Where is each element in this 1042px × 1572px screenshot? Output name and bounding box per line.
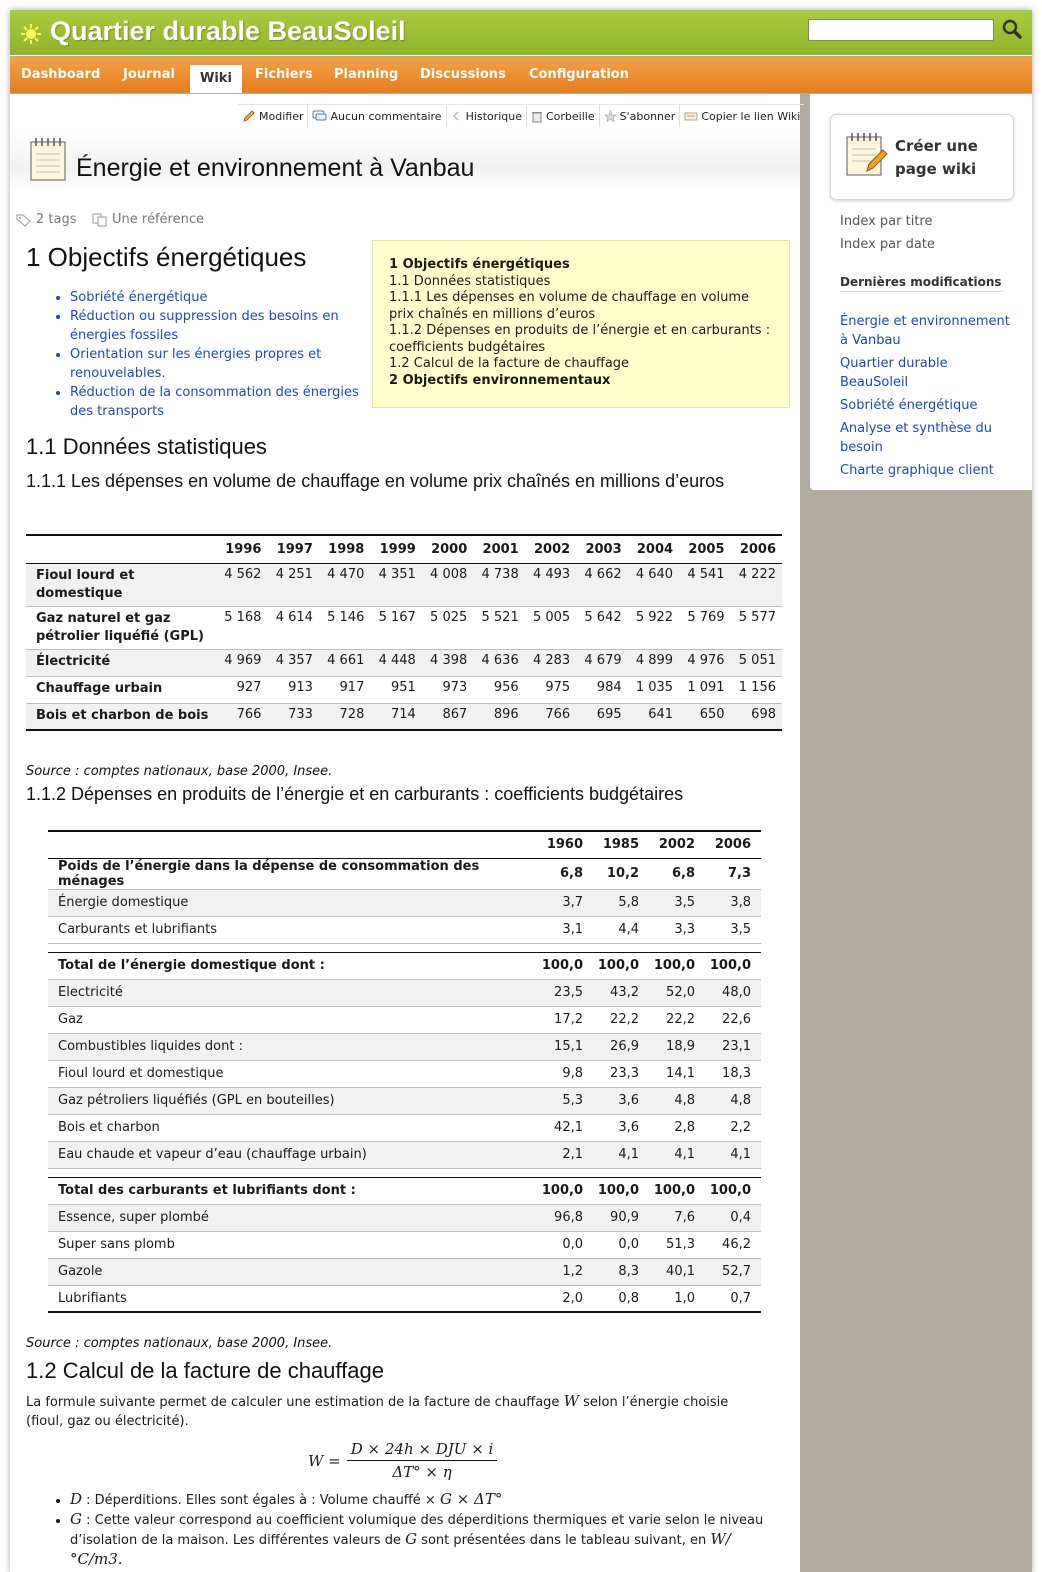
table-row xyxy=(26,606,782,649)
row-label: Electricité xyxy=(48,979,537,1006)
trash-button[interactable] xyxy=(527,105,600,127)
row-label: Électricité xyxy=(26,649,216,676)
table-cell: 3,6 xyxy=(593,1087,649,1114)
table-row xyxy=(48,1177,761,1204)
formula-numerator: D × 24h × DJU × i xyxy=(347,1440,498,1461)
table-cell: 0,7 xyxy=(705,1285,761,1312)
table-cell: 22,2 xyxy=(593,1006,649,1033)
table-cell: 23,1 xyxy=(705,1033,761,1060)
section-heading-1-1-2: 1.1.2 Dépenses en produits de l’énergie et en carburants : coefficients budgétaires xyxy=(26,784,684,804)
recent-change-link[interactable]: Sobriété énergétique xyxy=(840,398,978,413)
table-cell: 3,1 xyxy=(537,916,593,943)
table-cell: 4 251 xyxy=(267,563,318,606)
table-cell: 695 xyxy=(576,703,627,730)
table-row xyxy=(26,703,782,730)
sidebar xyxy=(810,94,1032,490)
table-cell: 4 640 xyxy=(628,563,679,606)
table-cell: 975 xyxy=(525,676,576,703)
row-label: Fioul lourd et domestique xyxy=(48,1060,537,1087)
row-label: Poids de l’énergie dans la dépense de consommation des ménages xyxy=(48,858,537,889)
site-title[interactable]: Quartier durable BeauSoleil xyxy=(50,16,406,46)
row-label: Gaz naturel et gaz pétrolier liquéfié (GPL) xyxy=(26,606,216,649)
new-page-icon xyxy=(845,131,889,179)
table-cell: 641 xyxy=(628,703,679,730)
table-cell: 0,0 xyxy=(593,1231,649,1258)
table-cell: 4 008 xyxy=(422,563,473,606)
references-label: Une référence xyxy=(112,212,204,227)
table-cell: 23,5 xyxy=(537,979,593,1006)
create-wiki-page-button[interactable] xyxy=(830,114,1014,200)
table-header-cell: 1996 xyxy=(216,535,267,563)
table-row xyxy=(48,952,761,979)
table-cell: 4 470 xyxy=(319,563,370,606)
table-cell: 4 738 xyxy=(473,563,524,606)
edit-label: Modifier xyxy=(259,109,304,123)
table-row xyxy=(48,916,761,943)
table-cell: 896 xyxy=(473,703,524,730)
section-heading-1-2: 1.2 Calcul de la facture de chauffage xyxy=(26,1358,384,1383)
table-cell: 1 035 xyxy=(628,676,679,703)
table-cell: 4 357 xyxy=(267,649,318,676)
toc-link[interactable]: 1 Objectifs énergétiques xyxy=(389,257,570,272)
table-header-cell: 2006 xyxy=(705,831,761,858)
table-cell: 4 351 xyxy=(370,563,421,606)
comments-label: Aucun commentaire xyxy=(330,109,442,123)
table-cell: 1,0 xyxy=(649,1285,705,1312)
table-cell: 4 448 xyxy=(370,649,421,676)
table-header-cell xyxy=(26,535,216,563)
nav-planning[interactable]: Planning xyxy=(334,67,399,82)
table-cell: 5 769 xyxy=(679,606,730,649)
search-input[interactable] xyxy=(808,19,994,41)
comment-icon xyxy=(312,110,327,123)
table-cell: 4 899 xyxy=(628,649,679,676)
site-header xyxy=(10,10,1032,56)
row-label: Combustibles liquides dont : xyxy=(48,1033,537,1060)
table-cell: 4 661 xyxy=(319,649,370,676)
table-cell: 714 xyxy=(370,703,421,730)
table-header-cell: 2006 xyxy=(731,535,782,563)
table-cell: 1,2 xyxy=(537,1258,593,1285)
table-cell: 6,8 xyxy=(537,858,593,889)
group-separator xyxy=(48,943,761,952)
table-cell: 1 091 xyxy=(679,676,730,703)
heating-volume-table xyxy=(26,534,782,731)
notepad-icon xyxy=(28,136,70,182)
table-cell: 4 976 xyxy=(679,649,730,676)
formula-intro: La formule suivante permet de calculer une estimation de la facture de chauffage W selon l’énergie choisie (fioul, gaz ou électricité). xyxy=(26,1392,729,1429)
table-header-cell: 1999 xyxy=(370,535,421,563)
table-cell: 650 xyxy=(679,703,730,730)
table-cell: 100,0 xyxy=(705,1177,761,1204)
main-content xyxy=(10,94,800,1572)
definition-item: • D : Déperditions. Elles sont égales à : Volume chauffé × G × ΔT° xyxy=(70,1490,782,1510)
table-row xyxy=(48,1204,761,1231)
row-label: Gaz pétroliers liquéfiés (GPL en bouteilles) xyxy=(48,1087,537,1114)
table-cell: 46,2 xyxy=(705,1231,761,1258)
table-cell: 3,7 xyxy=(537,889,593,916)
section-heading-1-1: 1.1 Données statistiques xyxy=(26,434,267,459)
table-header-cell: 1998 xyxy=(319,535,370,563)
table-cell: 100,0 xyxy=(649,1177,705,1204)
table-cell: 4 614 xyxy=(267,606,318,649)
table-cell: 0,4 xyxy=(705,1204,761,1231)
toc-link[interactable]: 1.1.2 Dépenses en produits de l’énergie et en carburants : coefficients budgétaires xyxy=(389,323,771,355)
table-cell: 100,0 xyxy=(537,1177,593,1204)
recent-change-link[interactable]: Énergie et environnement à Vanbau xyxy=(840,314,1010,348)
recent-change-link[interactable]: Charte graphique client xyxy=(840,463,994,478)
heating-formula xyxy=(308,1440,497,1481)
toc-link[interactable]: 2 Objectifs environnementaux xyxy=(389,372,611,388)
table-cell: 2,0 xyxy=(537,1285,593,1312)
table-cell: 17,2 xyxy=(537,1006,593,1033)
table-cell: 4 222 xyxy=(731,563,782,606)
table-cell: 927 xyxy=(216,676,267,703)
table-row xyxy=(48,889,761,916)
variable-definitions xyxy=(52,1490,782,1570)
trash-icon xyxy=(531,110,543,123)
table-cell: 4,8 xyxy=(649,1087,705,1114)
table-cell: 4 541 xyxy=(679,563,730,606)
table-cell: 52,0 xyxy=(649,979,705,1006)
goals-list xyxy=(52,288,372,421)
page-toolbar xyxy=(238,104,804,126)
table-cell: 917 xyxy=(319,676,370,703)
row-label: Total de l’énergie domestique dont : xyxy=(48,952,537,979)
history-icon xyxy=(451,110,463,122)
table-row xyxy=(26,563,782,606)
table-cell: 48,0 xyxy=(705,979,761,1006)
table-cell: 4 636 xyxy=(473,649,524,676)
row-label: Carburants et lubrifiants xyxy=(48,916,537,943)
table-header-cell xyxy=(48,831,537,858)
comments-button[interactable] xyxy=(308,105,446,127)
table-cell: 5 577 xyxy=(731,606,782,649)
copy-link-label: Copier le lien Wiki xyxy=(701,109,801,123)
table-cell: 973 xyxy=(422,676,473,703)
definition-item: • G : Cette valeur correspond au coefficient volumique des déperditions thermiques et varie selon le niveau d’isolation de la maison. Les différentes valeurs de G sont présentées dans le tableau suivant, en W/°C/m3. xyxy=(70,1510,782,1570)
source-note: Source : comptes nationaux, base 2000, Insee. xyxy=(26,1336,333,1351)
table-cell: 766 xyxy=(525,703,576,730)
table-cell: 4 679 xyxy=(576,649,627,676)
table-cell: 100,0 xyxy=(705,952,761,979)
table-header-cell: 2002 xyxy=(649,831,705,858)
table-cell: 5 922 xyxy=(628,606,679,649)
table-cell: 9,8 xyxy=(537,1060,593,1087)
reference-icon xyxy=(92,213,108,227)
table-cell: 4 969 xyxy=(216,649,267,676)
table-cell: 4 398 xyxy=(422,649,473,676)
table-cell: 5 051 xyxy=(731,649,782,676)
app-window xyxy=(10,10,1032,1572)
section-heading-1-1-1: 1.1.1 Les dépenses en volume de chauffage en volume prix chaînés en millions d’euros xyxy=(26,471,725,491)
table-cell: 5,8 xyxy=(593,889,649,916)
recent-changes-list xyxy=(840,312,1010,484)
table-cell: 26,9 xyxy=(593,1033,649,1060)
star-icon xyxy=(604,110,617,123)
table-cell: 100,0 xyxy=(593,952,649,979)
create-wiki-page-label: Créer une page wiki xyxy=(895,137,978,178)
table-cell: 4,1 xyxy=(649,1141,705,1168)
source-note: Source : comptes nationaux, base 2000, Insee. xyxy=(26,764,333,779)
nav-configuration[interactable]: Configuration xyxy=(529,67,629,82)
table-row xyxy=(26,676,782,703)
recent-change-link[interactable]: Quartier durable BeauSoleil xyxy=(840,356,948,390)
table-cell: 18,9 xyxy=(649,1033,705,1060)
table-cell: 4 493 xyxy=(525,563,576,606)
table-cell: 4 283 xyxy=(525,649,576,676)
formula-denominator: ΔT° × η xyxy=(392,1463,452,1481)
table-cell: 3,5 xyxy=(649,889,705,916)
table-cell: 4 662 xyxy=(576,563,627,606)
table-row xyxy=(48,1033,761,1060)
table-row xyxy=(48,979,761,1006)
table-cell: 2,8 xyxy=(649,1114,705,1141)
table-header-cell: 2002 xyxy=(525,535,576,563)
edit-button[interactable] xyxy=(238,105,308,127)
table-cell: 4,1 xyxy=(593,1141,649,1168)
table-cell: 698 xyxy=(731,703,782,730)
table-cell: 3,8 xyxy=(705,889,761,916)
table-cell: 733 xyxy=(267,703,318,730)
table-cell: 42,1 xyxy=(537,1114,593,1141)
search-button[interactable] xyxy=(1000,18,1024,42)
table-cell: 867 xyxy=(422,703,473,730)
table-cell: 96,8 xyxy=(537,1204,593,1231)
table-cell: 984 xyxy=(576,676,627,703)
table-cell: 5 168 xyxy=(216,606,267,649)
toc-link[interactable]: 1.1.1 Les dépenses en volume de chauffage en volume prix chaînés en millions d’euros xyxy=(389,290,750,322)
table-cell: 5 025 xyxy=(422,606,473,649)
row-label: Bois et charbon de bois xyxy=(26,703,216,730)
table-cell: 3,6 xyxy=(593,1114,649,1141)
goal-link[interactable]: • Orientation sur les énergies propres et renouvelables. xyxy=(70,345,372,383)
table-cell: 22,6 xyxy=(705,1006,761,1033)
table-cell: 951 xyxy=(370,676,421,703)
table-cell: 52,7 xyxy=(705,1258,761,1285)
formula-lhs: W = xyxy=(308,1451,341,1470)
link-icon xyxy=(684,110,698,122)
table-cell: 0,0 xyxy=(537,1231,593,1258)
search-icon xyxy=(1001,18,1023,40)
table-cell: 1 156 xyxy=(731,676,782,703)
references-link[interactable] xyxy=(92,212,204,227)
table-of-contents xyxy=(372,240,790,408)
table-cell: 100,0 xyxy=(537,952,593,979)
table-header-cell: 2004 xyxy=(628,535,679,563)
table-header-cell: 2005 xyxy=(679,535,730,563)
table-cell: 2,2 xyxy=(705,1114,761,1141)
table-cell: 3,3 xyxy=(649,916,705,943)
recent-changes-heading: Dernières modifications xyxy=(840,274,1004,292)
table-cell: 10,2 xyxy=(593,858,649,889)
table-cell: 5 521 xyxy=(473,606,524,649)
table-header-cell: 1985 xyxy=(593,831,649,858)
nav-wiki[interactable]: Wiki xyxy=(190,65,242,93)
table-row xyxy=(48,1060,761,1087)
tag-icon xyxy=(16,213,32,227)
table-cell: 43,2 xyxy=(593,979,649,1006)
goal-link[interactable]: • Sobriété énergétique xyxy=(70,288,372,307)
trash-label: Corbeille xyxy=(545,109,595,123)
table-cell: 40,1 xyxy=(649,1258,705,1285)
table-header-cell: 1997 xyxy=(267,535,318,563)
table-cell: 956 xyxy=(473,676,524,703)
nav-fichiers[interactable]: Fichiers xyxy=(255,67,313,82)
table-cell: 766 xyxy=(216,703,267,730)
nav-journal[interactable]: Journal xyxy=(123,67,175,82)
row-label: Super sans plomb xyxy=(48,1231,537,1258)
row-label: Bois et charbon xyxy=(48,1114,537,1141)
table-cell: 5 005 xyxy=(525,606,576,649)
table-cell: 18,3 xyxy=(705,1060,761,1087)
table-row xyxy=(48,858,761,889)
row-label: Eau chaude et vapeur d’eau (chauffage urbain) xyxy=(48,1141,537,1168)
table-header-cell: 1960 xyxy=(537,831,593,858)
index-by-title-link[interactable]: Index par titre xyxy=(840,214,933,229)
row-label: Gaz xyxy=(48,1006,537,1033)
table-cell: 5 167 xyxy=(370,606,421,649)
table-cell: 4,8 xyxy=(705,1087,761,1114)
table-cell: 100,0 xyxy=(649,952,705,979)
index-by-date-link[interactable]: Index par date xyxy=(840,237,935,252)
subscribe-button[interactable] xyxy=(600,105,681,127)
table-row xyxy=(48,1258,761,1285)
goal-link[interactable]: • Réduction de la consommation des énergies des transports xyxy=(70,383,372,421)
table-cell: 6,8 xyxy=(649,858,705,889)
nav-dashboard[interactable]: Dashboard xyxy=(21,67,101,82)
table-row xyxy=(48,1114,761,1141)
table-cell: 4,4 xyxy=(593,916,649,943)
toc-link[interactable]: 1.1 Données statistiques xyxy=(389,273,551,289)
table-cell: 5 146 xyxy=(319,606,370,649)
table-row xyxy=(48,1006,761,1033)
tags-link[interactable] xyxy=(16,212,77,227)
copy-link-button[interactable] xyxy=(680,105,804,127)
page-title: Énergie et environnement à Vanbau xyxy=(76,154,475,182)
row-label: Essence, super plombé xyxy=(48,1204,537,1231)
table-cell: 3,5 xyxy=(705,916,761,943)
nav-discussions[interactable]: Discussions xyxy=(420,67,506,82)
budget-coefficients-table xyxy=(48,830,761,1313)
table-cell: 15,1 xyxy=(537,1033,593,1060)
row-label: Lubrifiants xyxy=(48,1285,537,1312)
table-header-cell: 2000 xyxy=(422,535,473,563)
sun-icon xyxy=(20,23,42,45)
group-separator xyxy=(48,1168,761,1177)
table-row xyxy=(48,1231,761,1258)
table-cell: 728 xyxy=(319,703,370,730)
table-cell: 22,2 xyxy=(649,1006,705,1033)
section-heading-1: 1 Objectifs énergétiques xyxy=(26,242,307,272)
table-cell: 5 642 xyxy=(576,606,627,649)
table-cell: 2,1 xyxy=(537,1141,593,1168)
subscribe-label: S'abonner xyxy=(619,109,676,123)
main-nav xyxy=(10,57,1032,93)
tags-label: 2 tags xyxy=(36,212,77,227)
row-label: Fioul lourd et domestique xyxy=(26,563,216,606)
table-cell: 51,3 xyxy=(649,1231,705,1258)
row-label: Total des carburants et lubrifiants dont : xyxy=(48,1177,537,1204)
table-cell: 7,6 xyxy=(649,1204,705,1231)
table-row xyxy=(48,1141,761,1168)
table-cell: 14,1 xyxy=(649,1060,705,1087)
table-cell: 913 xyxy=(267,676,318,703)
goal-link[interactable]: • Réduction ou suppression des besoins en énergies fossiles xyxy=(70,307,372,345)
table-row xyxy=(26,649,782,676)
table-row xyxy=(48,1285,761,1312)
row-label: Énergie domestique xyxy=(48,889,537,916)
table-cell: 8,3 xyxy=(593,1258,649,1285)
table-cell: 0,8 xyxy=(593,1285,649,1312)
history-button[interactable] xyxy=(447,105,527,127)
history-label: Historique xyxy=(465,109,522,123)
table-cell: 4 562 xyxy=(216,563,267,606)
row-label: Gazole xyxy=(48,1258,537,1285)
table-row xyxy=(48,1087,761,1114)
table-cell: 100,0 xyxy=(593,1177,649,1204)
pencil-icon xyxy=(242,109,256,123)
table-cell: 90,9 xyxy=(593,1204,649,1231)
table-cell: 4,1 xyxy=(705,1141,761,1168)
toc-link[interactable]: 1.2 Calcul de la facture de chauffage xyxy=(389,356,630,371)
table-cell: 23,3 xyxy=(593,1060,649,1087)
recent-change-link[interactable]: Analyse et synthèse du besoin xyxy=(840,421,992,455)
row-label: Chauffage urbain xyxy=(26,676,216,703)
table-header-cell: 2003 xyxy=(576,535,627,563)
table-header-cell: 2001 xyxy=(473,535,524,563)
table-cell: 5,3 xyxy=(537,1087,593,1114)
table-cell: 7,3 xyxy=(705,858,761,889)
